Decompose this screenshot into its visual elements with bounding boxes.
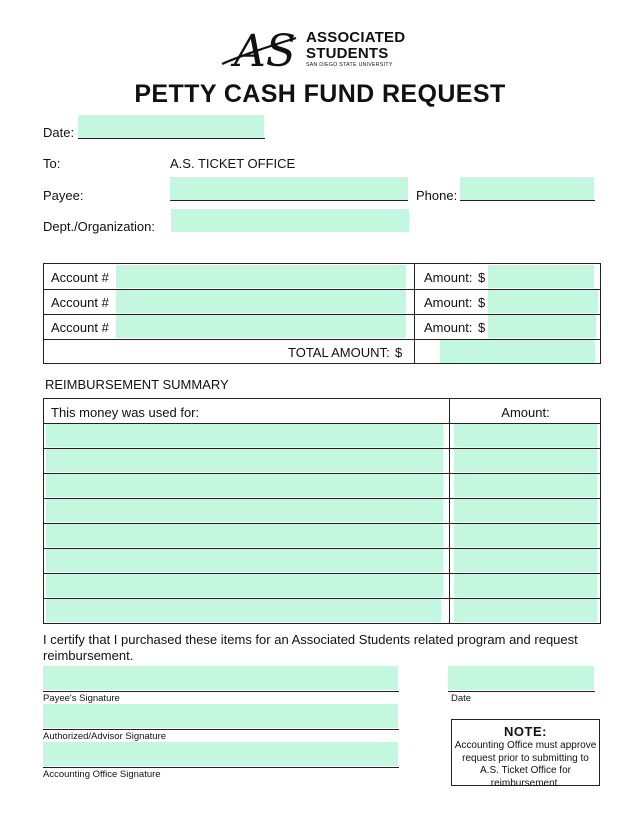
accounting-signature-label: Accounting Office Signature <box>43 769 161 780</box>
account-table <box>43 263 601 364</box>
page-title: PETTY CASH FUND REQUEST <box>134 80 506 108</box>
logo-org-line3: SAN DIEGO STATE UNIVERSITY <box>306 62 393 68</box>
to-value: A.S. TICKET OFFICE <box>170 156 296 171</box>
payee-label: Payee: <box>43 188 84 203</box>
amount-input[interactable] <box>488 315 596 338</box>
phone-label: Phone: <box>416 188 458 203</box>
payee-underline <box>170 200 408 201</box>
amount-label: Amount: <box>424 270 473 285</box>
payee-signature-input[interactable] <box>43 666 398 690</box>
item-amount-input[interactable] <box>454 474 597 497</box>
logo-org-line1: ASSOCIATED <box>306 29 406 46</box>
amount-input[interactable] <box>488 290 598 313</box>
amount-input[interactable] <box>488 265 594 288</box>
phone-underline <box>460 200 595 201</box>
used-for-input[interactable] <box>46 599 441 622</box>
accounting-signature-line <box>43 767 399 768</box>
used-for-input[interactable] <box>46 424 443 447</box>
note-body: Accounting Office must approve request prior to submitting to A.S. Ticket Office for reimbursement. <box>454 740 597 789</box>
note-box <box>451 719 600 789</box>
item-amount-input[interactable] <box>454 574 597 597</box>
signature-date-line <box>448 691 595 692</box>
authorized-signature-line <box>43 729 399 730</box>
used-for-input[interactable] <box>46 449 443 472</box>
payee-signature-label: Payee's Signature <box>43 693 120 704</box>
amount-label: Amount: <box>424 320 473 335</box>
used-for-input[interactable] <box>46 574 443 597</box>
payee-input[interactable] <box>170 177 408 200</box>
used-for-column-header: This money was used for: <box>51 405 200 420</box>
logo-org-line2: STUDENTS <box>306 45 389 62</box>
item-amount-input[interactable] <box>454 549 597 572</box>
account-input[interactable] <box>116 290 406 313</box>
payee-signature-line <box>43 691 399 692</box>
currency-symbol: $ <box>478 270 486 285</box>
currency-symbol: $ <box>478 295 486 310</box>
account-input[interactable] <box>116 265 406 288</box>
date-label: Date: <box>43 125 75 140</box>
to-label: To: <box>43 156 61 171</box>
used-for-input[interactable] <box>46 549 443 572</box>
used-for-input[interactable] <box>46 499 443 522</box>
authorized-signature-input[interactable] <box>43 704 398 728</box>
total-currency-symbol: $ <box>395 345 403 360</box>
account-label: Account # <box>51 320 109 335</box>
amount-column-header: Amount: <box>501 405 550 420</box>
currency-symbol: $ <box>478 320 486 335</box>
used-for-input[interactable] <box>46 524 443 547</box>
date-input[interactable] <box>78 115 264 138</box>
item-amount-input[interactable] <box>454 599 597 622</box>
signature-date-label: Date <box>451 693 472 704</box>
used-for-input[interactable] <box>46 474 443 497</box>
total-amount-label: TOTAL AMOUNT: <box>288 345 390 360</box>
logo-monogram: AS <box>234 26 296 74</box>
reimbursement-summary-table <box>43 398 601 624</box>
item-amount-input[interactable] <box>454 449 597 472</box>
authorized-signature-label: Authorized/Advisor Signature <box>43 731 167 742</box>
amount-label: Amount: <box>424 295 473 310</box>
associated-students-logo <box>220 26 300 74</box>
phone-input[interactable] <box>460 177 594 200</box>
reimbursement-summary-heading: REIMBURSEMENT SUMMARY <box>45 377 229 392</box>
item-amount-input[interactable] <box>454 499 597 522</box>
signature-date-input[interactable] <box>448 666 594 690</box>
account-label: Account # <box>51 270 109 285</box>
item-amount-input[interactable] <box>454 524 597 547</box>
item-amount-input[interactable] <box>454 424 597 447</box>
date-underline <box>78 138 265 139</box>
accounting-signature-input[interactable] <box>43 742 398 766</box>
total-amount-input[interactable] <box>440 340 595 363</box>
note-title: NOTE: <box>504 724 547 739</box>
account-label: Account # <box>51 295 109 310</box>
dept-input[interactable] <box>171 209 409 232</box>
dept-label: Dept./Organization: <box>43 219 156 234</box>
certification-statement: I certify that I purchased these items for an Associated Students related program and request reimbursement. <box>43 632 578 663</box>
account-input[interactable] <box>116 315 406 338</box>
